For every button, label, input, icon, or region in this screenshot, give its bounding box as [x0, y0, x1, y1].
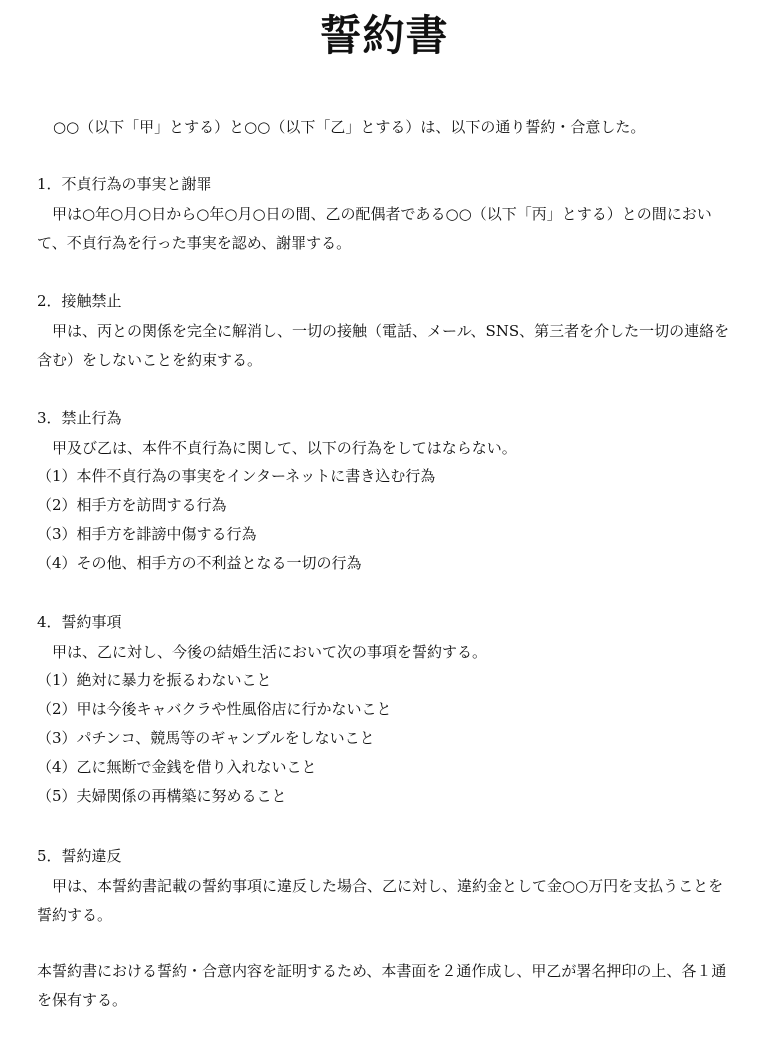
section-heading-2: 2．接触禁止: [37, 292, 122, 310]
list-item: （3）相手方を誹謗中傷する行為: [37, 525, 257, 543]
list-item: （4）その他、相手方の不利益となる一切の行為: [37, 554, 362, 572]
section-paragraph-2: 甲は、丙との関係を完全に解消し、一切の接触（電話、メール、SNS、第三者を介した一切の連絡を含む）をしないことを約束する。: [37, 322, 730, 369]
pledge-items-list: [37, 666, 392, 811]
intro-text: ○○（以下「甲」とする）と○○（以下「乙」とする）は、以下の通り誓約・合意した。: [53, 118, 646, 136]
closing-paragraph: 本誓約書における誓約・合意内容を証明するため、本書面を２通作成し、甲乙が署名押印の上、各１通を保有する。: [37, 962, 727, 1009]
list-item: （5）夫婦関係の再構築に努めること: [37, 787, 287, 805]
section-paragraph-1: 甲は○年○月○日から○年○月○日の間、乙の配偶者である○○（以下「丙」とする）との間において、不貞行為を行った事実を認め、謝罪する。: [37, 205, 712, 252]
section-heading-5: 5．誓約違反: [37, 847, 122, 865]
list-item: （2）相手方を訪問する行為: [37, 496, 227, 514]
document-title: 誓約書: [319, 11, 449, 60]
section-heading-1: 1．不貞行為の事実と謝罪: [37, 175, 212, 193]
list-item: （1）絶対に暴力を振るわないこと: [37, 671, 272, 689]
section-paragraph-4: 甲は、乙に対し、今後の結婚生活において次の事項を誓約する。: [52, 643, 488, 661]
section-paragraph-3: 甲及び乙は、本件不貞行為に関して、以下の行為をしてはならない。: [52, 439, 517, 457]
list-item: （1）本件不貞行為の事実をインターネットに書き込む行為: [37, 467, 436, 485]
list-item: （2）甲は今後キャバクラや性風俗店に行かないこと: [37, 700, 392, 718]
section-heading-4: 4．誓約事項: [37, 613, 122, 631]
prohibited-acts-list: [37, 462, 435, 578]
list-item: （4）乙に無断で金銭を借り入れないこと: [37, 758, 317, 776]
section-heading-3: 3．禁止行為: [37, 409, 122, 427]
section-paragraph-5: 甲は、本誓約書記載の誓約事項に違反した場合、乙に対し、違約金として金○○万円を支払うことを誓約する。: [37, 877, 724, 924]
list-item: （3）パチンコ、競馬等のギャンブルをしないこと: [37, 729, 375, 747]
